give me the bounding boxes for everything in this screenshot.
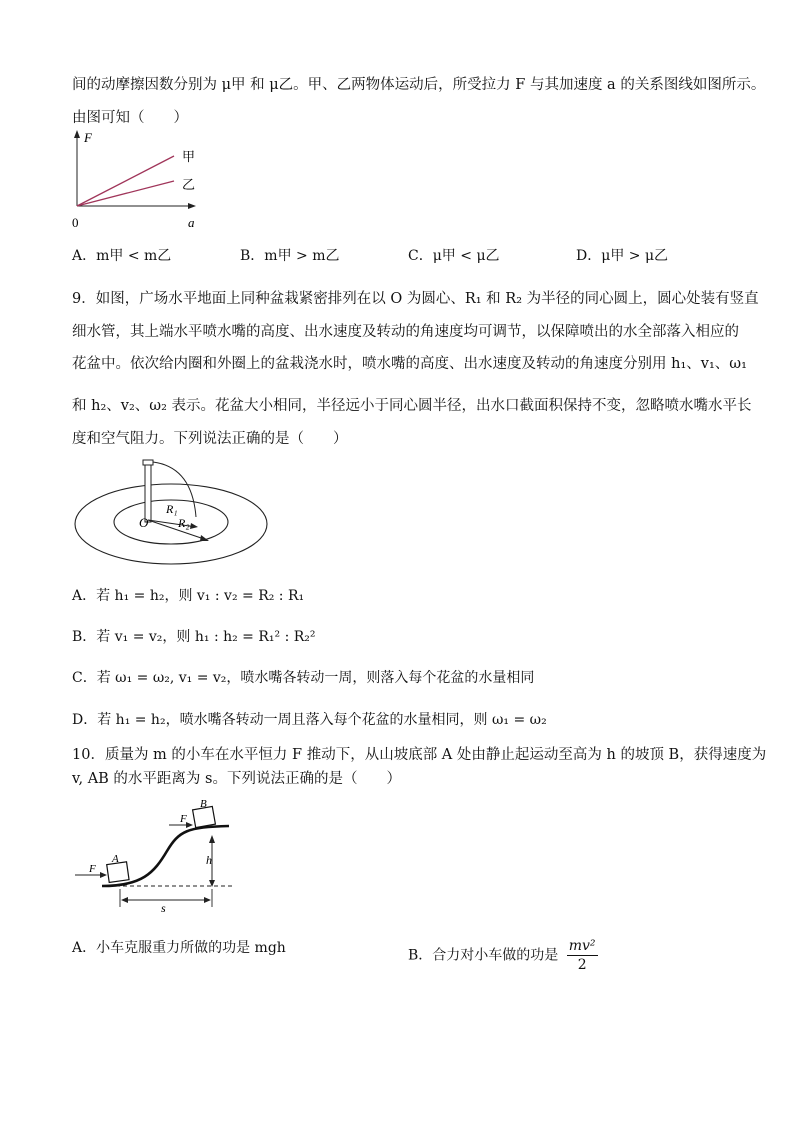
label-f-a: F bbox=[89, 863, 96, 875]
q10-option-a[interactable]: A．小车克服重力所做的功是 mgh bbox=[72, 940, 286, 956]
q10-line-2: v, AB 的水平距离为 s。下列说法正确的是（ ） bbox=[72, 771, 401, 787]
center-label: O bbox=[139, 515, 149, 530]
q9-option-c[interactable]: C．若 ω₁ = ω₂, v₁ = v₂，喷水嘴各转动一周，则落入每个花盆的水量相同 bbox=[72, 670, 535, 686]
fraction-denominator: 2 bbox=[577, 957, 587, 973]
q9-option-b[interactable]: B．若 v₁ = v₂，则 h₁ : h₂ = R₁² : R₂² bbox=[72, 629, 316, 645]
r2-label: R₂ bbox=[178, 516, 190, 530]
y-arrow bbox=[74, 130, 80, 138]
label-s: s bbox=[161, 901, 166, 915]
outer-circle bbox=[75, 484, 267, 564]
q9-option-a[interactable]: A．若 h₁ = h₂，则 v₁ : v₂ = R₂ : R₁ bbox=[72, 588, 305, 604]
q10-diagram bbox=[72, 795, 242, 915]
q9-diagram bbox=[74, 455, 274, 575]
q10-option-b[interactable] bbox=[408, 937, 598, 974]
line-jia-label: 甲 bbox=[182, 149, 196, 164]
q8-graph bbox=[62, 128, 212, 238]
origin-label: 0 bbox=[72, 215, 79, 230]
q8-line-2: 由图可知（ ） bbox=[72, 110, 188, 126]
fraction-numerator: mv² bbox=[568, 938, 596, 954]
q8-option-c[interactable]: C．μ甲 < μ乙 bbox=[408, 248, 500, 264]
label-a: A bbox=[112, 853, 119, 865]
r1-label: R₁ bbox=[166, 502, 178, 516]
q8-option-a[interactable]: A．m甲 < m乙 bbox=[72, 248, 172, 264]
water-pipe bbox=[145, 464, 151, 522]
line-yi bbox=[77, 181, 174, 206]
fraction bbox=[567, 937, 598, 974]
y-axis-label: F bbox=[84, 130, 92, 145]
line-yi-label: 乙 bbox=[182, 177, 196, 192]
q9-option-d[interactable]: D．若 h₁ = h₂，喷水嘴各转动一周且落入每个花盆的水量相同，则 ω₁ = ω₂ bbox=[72, 712, 547, 728]
label-f-b: F bbox=[180, 813, 187, 825]
q10-line-1: 10．质量为 m 的小车在水平恒力 F 推动下，从山坡底部 A 处由静止起运动至高为 h 的坡顶 B，获得速度为 bbox=[72, 747, 767, 763]
q9-line-2: 细水管，其上端水平喷水嘴的高度、出水速度及转动的角速度均可调节，以保障喷出的水全部落入相应的 bbox=[72, 324, 739, 340]
q9-line-1: 9．如图，广场水平地面上同种盆栽紧密排列在以 O 为圆心、R₁ 和 R₂ 为半径的同心圆上，圆心处装有竖直 bbox=[72, 291, 759, 307]
q9-line-4: 和 h₂、v₂、ω₂ 表示。花盆大小相同，半径远小于同心圆半径，出水口截面积保持不变，忽略喷水嘴水平长 bbox=[72, 398, 752, 414]
q8-line-1: 间的动摩擦因数分别为 μ甲 和 μ乙。甲、乙两物体运动后，所受拉力 F 与其加速度 a 的关系图线如图所示。 bbox=[72, 77, 766, 93]
label-b: B bbox=[200, 798, 207, 810]
q10-option-b-text: B．合力对小车做的功是 bbox=[408, 947, 559, 964]
q8-option-b[interactable]: B．m甲 > m乙 bbox=[240, 248, 340, 264]
x-axis-label: a bbox=[188, 215, 195, 230]
label-h: h bbox=[206, 853, 212, 867]
q9-line-3: 花盆中。依次给内圈和外圈上的盆栽浇水时，喷水嘴的高度、出水速度及转动的角速度分别用 h₁、v₁、ω₁ bbox=[72, 356, 747, 372]
line-jia bbox=[77, 156, 174, 206]
q8-option-d[interactable]: D．μ甲 > μ乙 bbox=[576, 248, 669, 264]
q9-line-5: 度和空气阻力。下列说法正确的是（ ） bbox=[72, 431, 348, 447]
x-arrow bbox=[188, 203, 196, 209]
nozzle bbox=[143, 460, 153, 465]
